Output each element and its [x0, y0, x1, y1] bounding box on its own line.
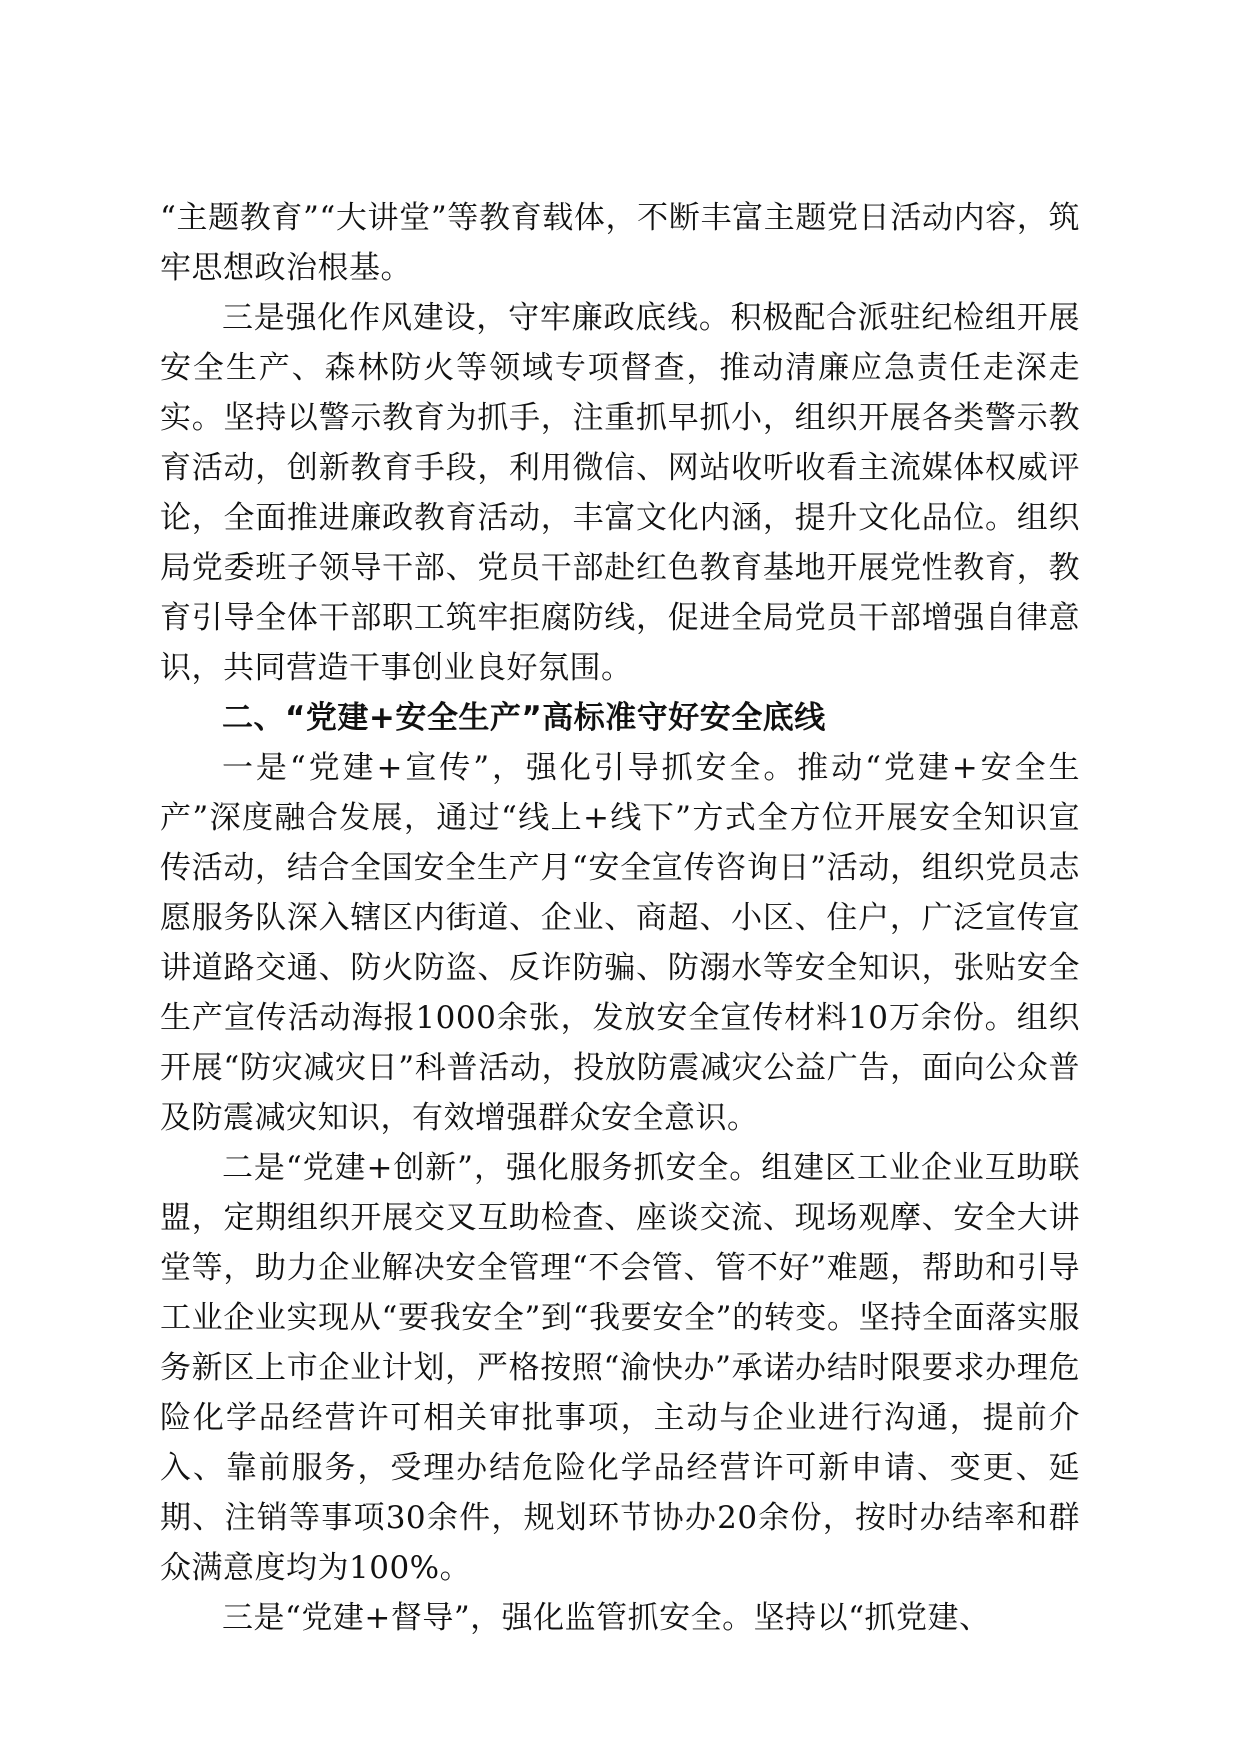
- paragraph-continuation: “主题教育”“大讲堂”等教育载体，不断丰富主题党日活动内容，筑牢思想政治根基。: [160, 200, 1080, 286]
- document-body: [160, 193, 1080, 1643]
- paragraph-publicity: 一是“党建+宣传”，强化引导抓安全。推动“党建+安全生产”深度融合发展，通过“线上+线下”方式全方位开展安全知识宣传活动，结合全国安全生产月“安全宣传咨询日”活动，组织党员志愿服务队深入辖区内街道、企业、商超、小区、住户，广泛宣传宣讲道路交通、防火防盗、反诈防骗、防溺水等安全知识，张贴安全生产宣传活动海报1000余张，发放安全宣传材料10万余份。组织开展“防灾减灾日”科普活动，投放防震减灾公益广告，面向公众普及防震减灾知识，有效增强群众安全意识。: [160, 750, 1080, 1136]
- paragraph-innovation: 二是“党建+创新”，强化服务抓安全。组建区工业企业互助联盟，定期组织开展交叉互助检查、座谈交流、现场观摩、安全大讲堂等，助力企业解决安全管理“不会管、管不好”难题，帮助和引导工业企业实现从“要我安全”到“我要安全”的转变。坚持全面落实服务新区上市企业计划，严格按照“渝快办”承诺办结时限要求办理危险化学品经营许可相关审批事项，主动与企业进行沟通，提前介入、靠前服务，受理办结危险化学品经营许可新申请、变更、延期、注销等事项30余件，规划环节协办20余份，按时办结率和群众满意度均为100%。: [160, 1150, 1080, 1586]
- section-heading-safety-production: 二、“党建+安全生产”高标准守好安全底线: [222, 700, 826, 736]
- paragraph-supervision: 三是“党建+督导”，强化监管抓安全。坚持以“抓党建、: [222, 1600, 991, 1636]
- paragraph-conduct-building: 三是强化作风建设，守牢廉政底线。积极配合派驻纪检组开展安全生产、森林防火等领域专项督查，推动清廉应急责任走深走实。坚持以警示教育为抓手，注重抓早抓小，组织开展各类警示教育活动，创新教育手段，利用微信、网站收听收看主流媒体权威评论，全面推进廉政教育活动，丰富文化内涵，提升文化品位。组织局党委班子领导干部、党员干部赴红色教育基地开展党性教育，教育引导全体干部职工筑牢拒腐防线，促进全局党员干部增强自律意识，共同营造干事创业良好氛围。: [160, 300, 1080, 686]
